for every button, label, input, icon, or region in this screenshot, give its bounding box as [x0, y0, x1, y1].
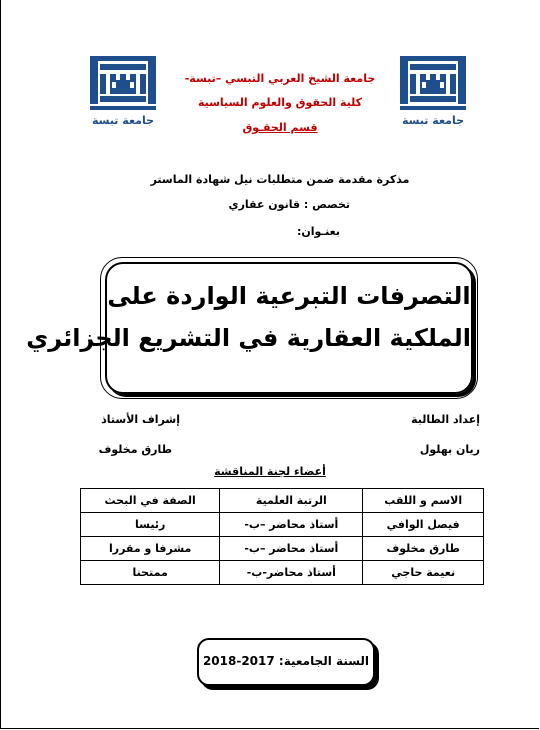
committee-table	[80, 488, 484, 585]
member-role: مشرفا و مقررا	[81, 537, 220, 561]
university-logo-left	[86, 52, 160, 130]
memo-specialty: تخصص : قانون عقاري	[228, 198, 350, 211]
memo-purpose: مذكرة مقدمة ضمن متطلبات نيل شهادة الماستر	[150, 173, 410, 186]
table-row	[81, 537, 484, 561]
supervisor-name: طارق مخلوف	[98, 443, 172, 456]
university-logo-right	[396, 52, 470, 130]
member-role: ممتحنا	[81, 561, 220, 585]
thesis-title-line-1: التصرفات التبرعية الواردة على	[107, 282, 471, 310]
logo-caption-left: جامعة تبسة	[91, 114, 155, 127]
department-name: قسم الحقـوق	[242, 121, 318, 134]
member-rank: أستاذ محاضر-ب-	[220, 561, 363, 585]
member-rank: أستاذ محاضر –ب-	[220, 537, 363, 561]
header-name: الاسم و اللقب	[363, 489, 484, 513]
memo-title-label: بعنـوان:	[296, 225, 340, 238]
table-row	[81, 513, 484, 537]
member-role: رئيسا	[81, 513, 220, 537]
supervisor-label: إشراف الأستاذ	[101, 413, 180, 426]
academic-year: السنة الجامعية: 2017-2018	[202, 654, 370, 668]
thesis-title-box	[26, 257, 478, 399]
member-name: نعيمة حاجي	[363, 561, 484, 585]
member-name: طارق مخلوف	[363, 537, 484, 561]
university-name: جامعة الشيخ العربي التبسي –تبسة-	[184, 72, 376, 85]
committee-heading: أعضاء لجنة المناقشة	[214, 465, 326, 478]
faculty-name: كلية الحقوق والعلوم السياسية	[197, 96, 363, 109]
member-name: فيصل الوافي	[363, 513, 484, 537]
committee-header-row	[81, 489, 484, 513]
thesis-title-line-2: الملكية العقارية في التشريع الجزائري	[26, 324, 471, 352]
member-rank: أستاذ محاضر –ب-	[220, 513, 363, 537]
header-role: الصفة في البحث	[81, 489, 220, 513]
table-row	[81, 561, 484, 585]
academic-year-box	[197, 638, 375, 686]
student-label: إعداد الطالبة	[411, 413, 480, 426]
logo-caption-right: جامعة تبسة	[401, 114, 465, 127]
header-rank: الرتبة العلمية	[220, 489, 363, 513]
student-name: ريان بهلول	[419, 443, 480, 456]
